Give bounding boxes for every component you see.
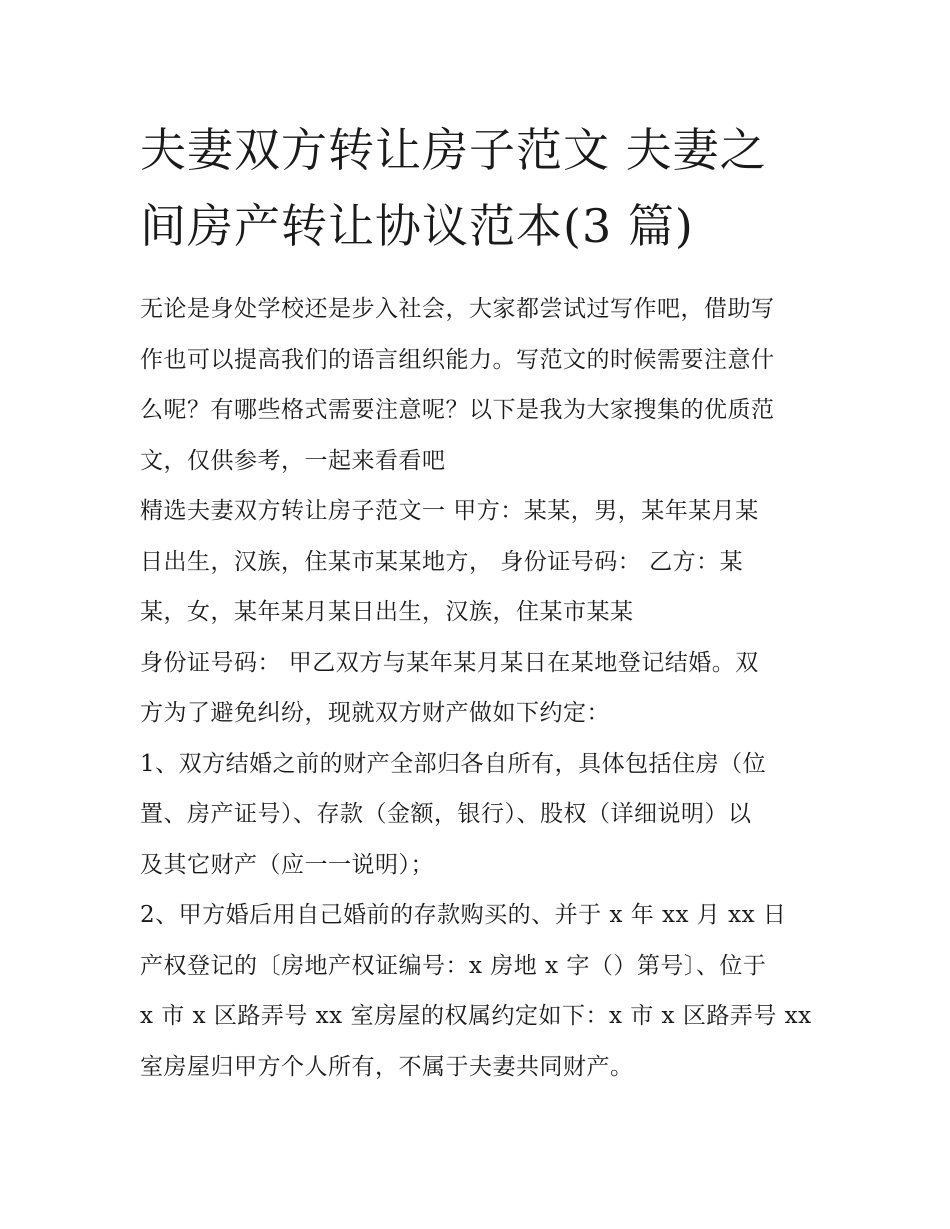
paragraph-party-info: 精选夫妻双方转让房子范文一 甲方：某某，男，某年某月某 日出生，汉族，住某市某某地方， 身份证号码： 乙方：某 某，女，某年某月某日出生，汉族，住某市某某 <box>140 498 759 625</box>
document-body <box>140 284 820 1092</box>
document-title: 夫妻双方转让房子范文 夫妻之 间房产转让协议范本(3 篇) <box>140 123 767 253</box>
paragraph-intro: 无论是身处学校还是步入社会，大家都尝试过写作吧，借助写 作也可以提高我们的语言组织能力。写范文的时候需要注意什 么呢？有哪些格式需要注意呢？以下是我为大家搜集的优质范 文，仅供参考，一起来看看吧 <box>140 296 775 474</box>
document-page <box>140 112 820 1092</box>
paragraph-marriage-registration: 身份证号码： 甲乙双方与某年某月某日在某地登记结婚。双 方为了避免纠纷，现就双方财产做如下约定： <box>140 649 759 726</box>
paragraph-clause-2: 2、甲方婚后用自己婚前的存款购买的、并于 x 年 xx 月 xx 日 产权登记的〔房地产权证编号：x 房地 x 字（）第号〕、位于 x 市 x 区路弄号 xx 室房屋的权属约定如下：x 市 x 区路弄号 xx 室房屋归甲方个人所有，不属于夫妻共同财产。 <box>140 902 812 1080</box>
paragraph-clause-1: 1、双方结婚之前的财产全部归各自所有，具体包括住房（位 置、房产证号）、存款（金额，银行）、股权（详细说明）以 及其它财产（应一一说明）； <box>140 750 767 878</box>
